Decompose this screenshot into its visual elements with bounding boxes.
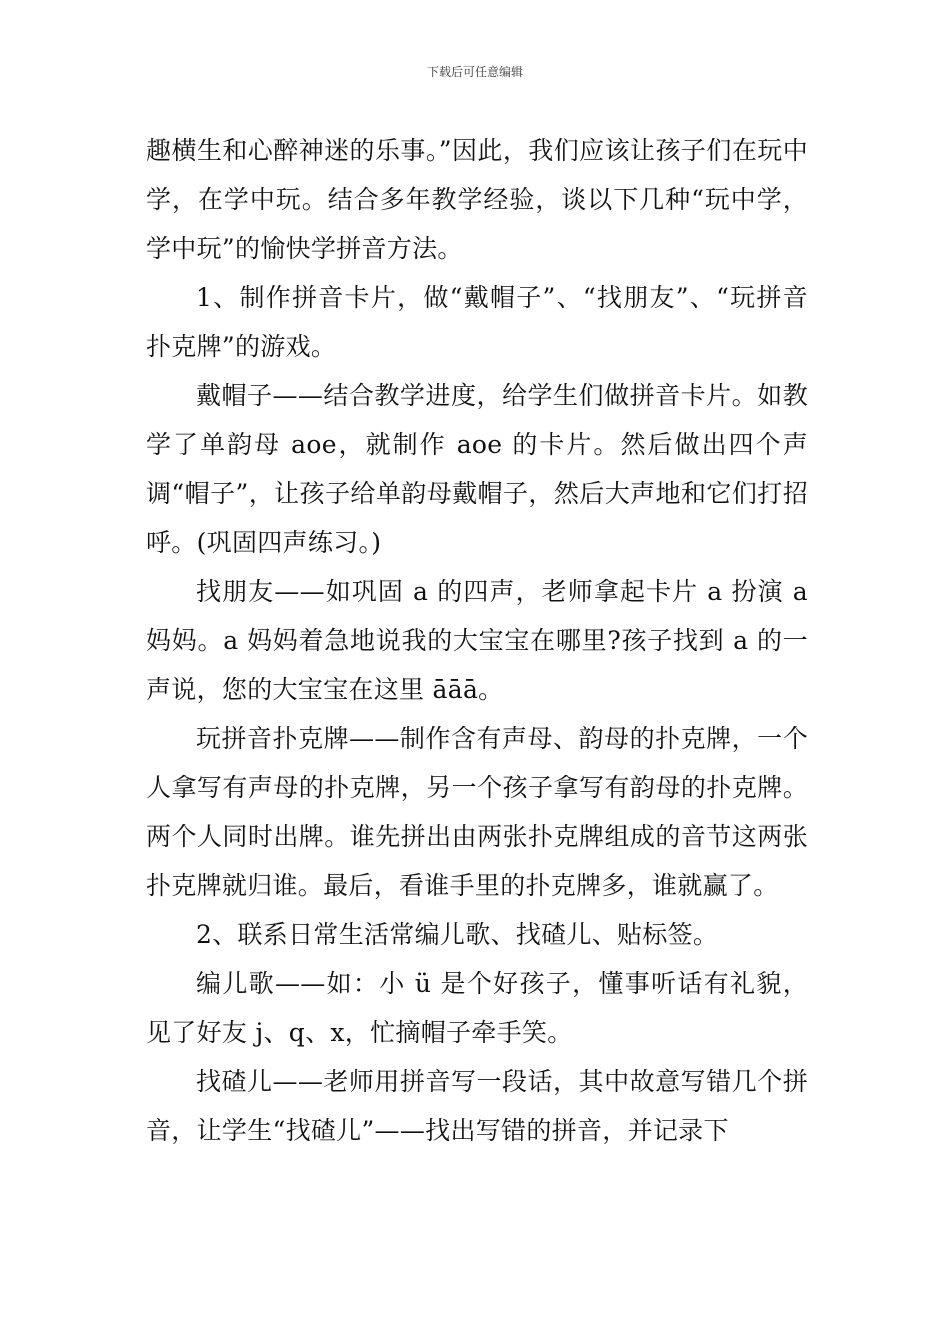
paragraph-find-fault: 找碴儿——老师用拼音写一段话，其中故意写错几个拼音，让学生“找碴儿”——找出写错的拼音，并记录下 [146,1067,808,1145]
paragraph-section-2-heading: 2、联系日常生活常编儿歌、找碴儿、贴标签。 [196,920,719,949]
paragraph-nursery-rhyme: 编儿歌——如：小 ü 是个好孩子，懂事听话有礼貌，见了好友 j、q、x，忙摘帽子牵手笑。 [146,969,808,1047]
page-header: 下载后可任意编辑 [426,65,523,79]
paragraph-find-friend: 找朋友——如巩固 a 的四声，老师拿起卡片 a 扮演 a 妈妈。a 妈妈着急地说我的大宝宝在哪里?孩子找到 a 的一声说，您的大宝宝在这里 āāā。 [146,577,808,704]
paragraph-pinyin-poker: 玩拼音扑克牌——制作含有声母、韵母的扑克牌，一个人拿写有声母的扑克牌，另一个孩子拿写有韵母的扑克牌。两个人同时出牌。谁先拼出由两张扑克牌组成的音节这两张扑克牌就归谁。最后，看谁手里的扑克牌多，谁就赢了。 [146,724,808,900]
paragraph-wear-hat: 戴帽子——结合教学进度，给学生们做拼音卡片。如教学了单韵母 aoe，就制作 aoe 的卡片。然后做出四个声调“帽子”，让孩子给单韵母戴帽子，然后大声地和它们打招呼。(巩固四声练习。) [146,381,808,557]
paragraph-section-1-heading: 1、制作拼音卡片，做“戴帽子”、“找朋友”、“玩拼音扑克牌”的游戏。 [146,283,808,361]
paragraph-continuation: 趣横生和心醉神迷的乐事。”因此，我们应该让孩子们在玩中学，在学中玩。结合多年教学经验，谈以下几种“玩中学，学中玩”的愉快学拼音方法。 [146,136,808,263]
document-body [146,126,808,1155]
